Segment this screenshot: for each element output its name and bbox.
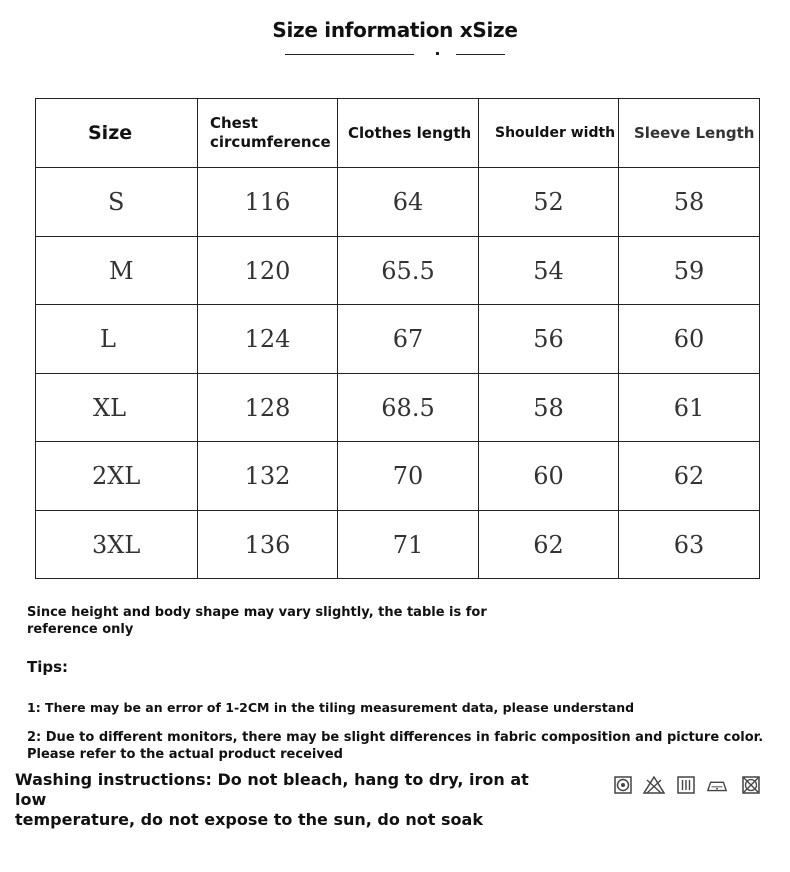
cell-length: 70 [338, 442, 479, 511]
washing-instructions [15, 770, 555, 830]
cell-chest: 120 [198, 237, 338, 305]
cell-length: 71 [338, 511, 479, 579]
table-row [36, 374, 760, 442]
tip-2-line2: Please refer to the actual product received [27, 747, 343, 762]
table-row [36, 442, 760, 511]
washing-line2: temperature, do not expose to the sun, do not soak [15, 810, 483, 829]
cell-size: S [36, 168, 198, 237]
header-chest-line1: Chest [210, 114, 258, 132]
cell-size: 2XL [36, 442, 198, 511]
size-table [35, 98, 760, 579]
tumble-dry-icon [612, 774, 634, 796]
cell-size: L [36, 305, 198, 374]
tip-2 [27, 729, 764, 763]
header-size: Size [36, 99, 198, 168]
cell-chest: 116 [198, 168, 338, 237]
table-row [36, 511, 760, 579]
cell-shoulder: 52 [479, 168, 619, 237]
title-underline-dot [436, 52, 439, 55]
tip-1: 1: There may be an error of 1-2CM in the tiling measurement data, please understand [27, 700, 635, 715]
cell-chest: 136 [198, 511, 338, 579]
cell-sleeve: 58 [619, 168, 760, 237]
header-chest-line2: circumference [210, 133, 331, 151]
cell-shoulder: 62 [479, 511, 619, 579]
cell-sleeve: 59 [619, 237, 760, 305]
header-clothes-length: Clothes length [338, 99, 479, 168]
cell-shoulder: 60 [479, 442, 619, 511]
disclaimer-line2: reference only [27, 622, 134, 637]
disclaimer [27, 604, 487, 638]
table-row [36, 305, 760, 374]
cell-sleeve: 61 [619, 374, 760, 442]
cell-size: M [36, 237, 198, 305]
title-underline-right [456, 54, 505, 55]
header-chest [198, 99, 338, 168]
cell-shoulder: 58 [479, 374, 619, 442]
cell-sleeve: 60 [619, 305, 760, 374]
cell-length: 67 [338, 305, 479, 374]
cell-size: XL [36, 374, 198, 442]
disclaimer-line1: Since height and body shape may vary slightly, the table is for [27, 605, 487, 620]
low-iron-icon [706, 774, 728, 796]
do-not-dry-clean-icon [740, 774, 762, 796]
table-header-row [36, 99, 760, 168]
cell-length: 68.5 [338, 374, 479, 442]
cell-shoulder: 56 [479, 305, 619, 374]
table-row [36, 168, 760, 237]
table-row [36, 237, 760, 305]
title-underline-left [285, 54, 414, 55]
page-title: Size information xSize [272, 18, 518, 42]
cell-chest: 128 [198, 374, 338, 442]
no-bleach-icon [643, 774, 665, 796]
tips-label: Tips: [27, 658, 69, 676]
cell-sleeve: 62 [619, 442, 760, 511]
header-shoulder-width: Shoulder width [479, 99, 619, 168]
tip-2-line1: 2: Due to different monitors, there may be slight differences in fabric composition and picture color. [27, 730, 764, 745]
cell-chest: 132 [198, 442, 338, 511]
cell-sleeve: 63 [619, 511, 760, 579]
header-sleeve-length: Sleeve Length [619, 99, 760, 168]
washing-line1: Washing instructions: Do not bleach, hang to dry, iron at low [15, 770, 529, 809]
care-icons [612, 774, 762, 796]
cell-length: 65.5 [338, 237, 479, 305]
cell-length: 64 [338, 168, 479, 237]
cell-size: 3XL [36, 511, 198, 579]
cell-chest: 124 [198, 305, 338, 374]
cell-shoulder: 54 [479, 237, 619, 305]
hang-dry-icon [675, 774, 697, 796]
